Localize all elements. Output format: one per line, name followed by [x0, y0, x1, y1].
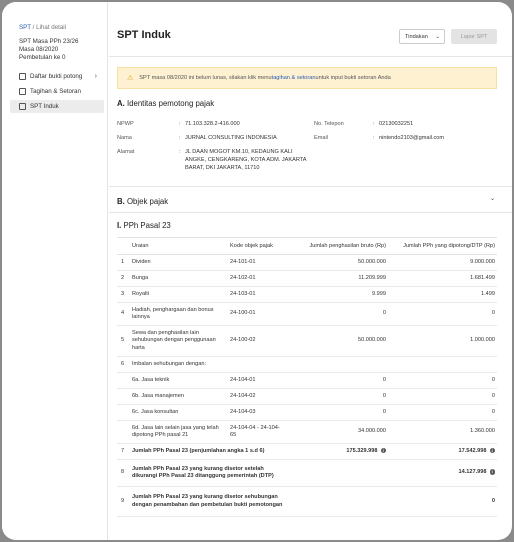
- row-pph: [388, 373, 497, 389]
- row-kode-text: 24-104-02: [230, 392, 256, 399]
- section-i-title: [117, 221, 171, 230]
- row-bruto: [288, 303, 388, 326]
- row-kode: [226, 255, 288, 271]
- row-bruto-text: 50.000.000: [358, 337, 386, 344]
- header-divider: [109, 56, 512, 57]
- section-divider: [109, 186, 512, 187]
- telepon-label: No. Telepon: [314, 121, 344, 127]
- table-row: [117, 303, 497, 326]
- row-kode: [226, 389, 288, 405]
- tindakan-label: Tindakan: [405, 33, 428, 40]
- unpaid-alert: [117, 67, 497, 89]
- table-header-row: [117, 238, 497, 255]
- colon: :: [179, 121, 181, 127]
- row-bruto: [288, 271, 388, 287]
- sidebar: [2, 2, 108, 540]
- row-pph-text: 1.360.000: [470, 428, 495, 435]
- row-uraian-text: Jumlah PPh Pasal 23 yang kurang disetor setelah dikurangi PPh Pasal 23 ditanggung pemerintah (DTP): [132, 465, 274, 479]
- row-bruto: [288, 357, 388, 373]
- row-number-text: 6: [121, 360, 125, 367]
- row-number-text: 8: [121, 469, 125, 476]
- sidebar-item-tagihan-setoran[interactable]: [10, 85, 104, 98]
- section-divider: [109, 212, 512, 213]
- col-bruto: Jumlah penghasilan bruto (Rp): [288, 238, 388, 255]
- row-pph: [388, 357, 497, 373]
- row-pph: [388, 444, 497, 460]
- page-title: SPT Induk: [117, 29, 171, 41]
- row-uraian: [128, 389, 226, 405]
- breadcrumb-separator: /: [32, 24, 35, 31]
- row-bruto-text: 175.329.998: [346, 447, 378, 454]
- row-kode-text: 24-103-01: [230, 290, 256, 297]
- nama-label: Nama: [117, 135, 132, 141]
- row-pph-text: 14.127.998: [458, 469, 487, 476]
- row-uraian-text: Jumlah PPh Pasal 23 (penjumlahan angka 1 s.d 6): [132, 447, 265, 454]
- row-uraian: [128, 460, 288, 487]
- row-pph-text: 1.000.000: [470, 337, 495, 344]
- npwp-value: 71.103.328.2-416.000: [185, 121, 240, 127]
- row-kode: [226, 421, 288, 444]
- pph23-table: [117, 237, 497, 517]
- row-number: [117, 460, 128, 487]
- sidebar-item-label: SPT Induk: [30, 103, 59, 110]
- row-pph: [388, 487, 497, 517]
- row-uraian: [128, 271, 226, 287]
- table-row: [117, 255, 497, 271]
- row-bruto: [288, 405, 388, 421]
- row-number: [117, 373, 128, 389]
- chevron-down-icon[interactable]: ⌄: [490, 196, 496, 202]
- row-bruto-text: 0: [382, 310, 386, 317]
- row-number-text: 4: [121, 310, 125, 317]
- row-kode: [226, 357, 288, 373]
- section-letter: B.: [117, 197, 125, 206]
- col-pph: Jumlah PPh yang dipotong/DTP (Rp): [388, 238, 497, 255]
- sidebar-item-label: Daftar bukti potong: [30, 73, 83, 80]
- row-number: [117, 326, 128, 357]
- row-uraian: [128, 326, 226, 357]
- row-uraian-text: 6d. Jasa lain selain jasa yang telah dipotong PPh pasal 21: [132, 424, 219, 438]
- table-row: [117, 444, 497, 460]
- row-kode: [226, 287, 288, 303]
- table-row: [117, 421, 497, 444]
- row-uraian: [128, 405, 226, 421]
- row-number: [117, 255, 128, 271]
- row-kode-text: 24-100-01: [230, 310, 256, 317]
- document-icon: [19, 73, 26, 80]
- chevron-down-icon: ⌄: [435, 33, 440, 40]
- section-b-header[interactable]: [117, 197, 168, 206]
- row-pph: [388, 287, 497, 303]
- row-number: [117, 357, 128, 373]
- row-bruto-text: 9.999: [372, 290, 386, 297]
- row-pph-text: 0: [491, 310, 495, 317]
- nama-value: JURNAL CONSULTING INDONESIA: [185, 135, 277, 141]
- row-kode: [226, 326, 288, 357]
- row-pph-text: 1.499: [481, 290, 495, 297]
- col-kode: Kode objek pajak: [226, 238, 288, 255]
- form-icon: [19, 103, 26, 110]
- spt-type: SPT Masa PPh 23/26: [19, 38, 79, 45]
- table-row: [117, 373, 497, 389]
- chevron-right-icon: ›: [94, 73, 97, 80]
- section-letter: A.: [117, 99, 125, 108]
- section-name: PPh Pasal 23: [123, 221, 171, 230]
- row-kode: [226, 303, 288, 326]
- row-uraian: [128, 303, 226, 326]
- table-row: [117, 460, 497, 487]
- email-value: nintendo2103@gmail.com: [379, 135, 445, 141]
- table-row: [117, 357, 497, 373]
- table-row: [117, 287, 497, 303]
- row-bruto-text: 50.000.000: [358, 258, 386, 265]
- table-row: [117, 487, 497, 517]
- row-bruto: [288, 389, 388, 405]
- row-kode-text: 24-104-04 - 24-104-65: [230, 424, 280, 438]
- row-bruto-text: 34.000.000: [358, 428, 386, 435]
- info-icon[interactable]: i: [381, 448, 387, 454]
- row-uraian: [128, 287, 226, 303]
- spt-revision: Pembetulan ke 0: [19, 54, 66, 61]
- alamat-value: JL DAAN MOGOT KM.10, KEDAUNG KALI ANGKE, CENGKARENG, KOTA ADM. JAKARTA BARAT, DKI JAKARTA, 11710: [185, 149, 307, 171]
- row-uraian: [128, 373, 226, 389]
- email-label: Email: [314, 135, 328, 141]
- row-uraian-text: Sewa dan penghasilan lain sehubungan dengan penggunaan harta: [132, 329, 216, 351]
- row-uraian-text: Hadiah, penghargaan dan bonus lainnya: [132, 306, 214, 320]
- row-pph-text: 17.542.998: [458, 447, 487, 454]
- row-bruto: [288, 373, 388, 389]
- sidebar-item-label: Tagihan & Setoran: [30, 88, 81, 95]
- row-pph-text: 0: [491, 392, 495, 399]
- lapor-spt-button[interactable]: Lapor SPT: [451, 29, 497, 44]
- row-pph: [388, 271, 497, 287]
- section-name: Objek pajak: [126, 197, 169, 206]
- col-uraian: Uraian: [128, 238, 226, 255]
- tindakan-dropdown[interactable]: [399, 29, 445, 44]
- row-kode-text: 24-102-01: [230, 274, 256, 281]
- tagihan-setoran-link[interactable]: tagihan & setoran: [271, 75, 316, 81]
- row-kode-text: 24-100-02: [230, 337, 256, 344]
- row-uraian-text: Imbalan sehubungan dengan:: [132, 360, 207, 367]
- colon: :: [373, 121, 375, 127]
- section-letter: I.: [117, 221, 122, 230]
- row-uraian-text: 6c. Jasa konsultan: [132, 408, 179, 415]
- row-number-text: 2: [121, 274, 125, 281]
- row-pph: [388, 421, 497, 444]
- row-uraian-text: Bunga: [132, 274, 149, 281]
- row-uraian: [128, 487, 288, 517]
- row-number: [117, 287, 128, 303]
- row-pph: [388, 255, 497, 271]
- row-pph: [388, 405, 497, 421]
- row-bruto: [288, 287, 388, 303]
- row-bruto-text: 0: [382, 392, 386, 399]
- row-pph: [388, 326, 497, 357]
- row-pph-text: 1.681.499: [470, 274, 495, 281]
- row-bruto-text: 0: [382, 408, 386, 415]
- row-kode-text: 24-101-01: [230, 258, 256, 265]
- npwp-label: NPWP: [117, 121, 134, 127]
- row-uraian-text: 6a. Jasa teknik: [132, 376, 170, 383]
- row-number: [117, 444, 128, 460]
- row-bruto: [288, 326, 388, 357]
- row-pph-text: 0: [491, 408, 495, 415]
- table-row: [117, 326, 497, 357]
- row-uraian: [128, 421, 226, 444]
- section-name: Identitas pemotong pajak: [126, 99, 215, 108]
- app-window: [2, 2, 512, 540]
- row-bruto-text: 11.209.999: [358, 274, 386, 281]
- row-number: [117, 405, 128, 421]
- row-kode: [226, 405, 288, 421]
- row-number: [117, 487, 128, 517]
- row-number-text: 3: [121, 290, 125, 297]
- row-bruto: [288, 487, 388, 517]
- row-number-text: 9: [121, 497, 125, 504]
- colon: :: [179, 149, 181, 155]
- main-content: [109, 2, 512, 540]
- row-number: [117, 389, 128, 405]
- row-kode: [226, 271, 288, 287]
- row-uraian-text: 6b. Jasa manajemen: [132, 392, 184, 399]
- row-pph-text: 0: [491, 497, 495, 504]
- sidebar-item-daftar-bukti-potong[interactable]: [10, 70, 104, 83]
- row-kode: [226, 373, 288, 389]
- row-uraian-text: Dividen: [132, 258, 151, 265]
- colon: :: [179, 135, 181, 141]
- row-number-text: 1: [121, 258, 125, 265]
- table-row: [117, 405, 497, 421]
- row-bruto: [288, 460, 388, 487]
- row-number: [117, 271, 128, 287]
- row-uraian: [128, 357, 226, 373]
- row-pph-text: 0: [491, 376, 495, 383]
- row-number: [117, 421, 128, 444]
- table-row: [117, 389, 497, 405]
- info-icon[interactable]: i: [490, 448, 496, 454]
- sidebar-item-spt-induk[interactable]: [10, 100, 104, 113]
- row-bruto-text: 0: [382, 376, 386, 383]
- colon: :: [373, 135, 375, 141]
- warning-icon: ⚠: [127, 75, 134, 82]
- breadcrumb: [19, 24, 66, 31]
- alert-text-end: untuk input bukti setoran Anda: [315, 75, 391, 81]
- alert-text: SPT masa 08/2020 ini belum lunas, silakan klik menu: [139, 75, 272, 81]
- row-number-text: 5: [121, 337, 125, 344]
- breadcrumb-current: Lihat detail: [36, 24, 67, 31]
- row-pph-text: 9.000.000: [470, 258, 495, 265]
- row-bruto: [288, 255, 388, 271]
- row-uraian: [128, 444, 288, 460]
- alamat-label: Alamat: [117, 149, 135, 155]
- bill-icon: [19, 88, 26, 95]
- row-kode-text: 24-104-01: [230, 376, 256, 383]
- spt-period: Masa 08/2020: [19, 46, 59, 53]
- row-number-text: 7: [121, 447, 125, 454]
- row-number: [117, 303, 128, 326]
- table-body: [117, 255, 497, 517]
- row-uraian-text: Jumlah PPh Pasal 23 yang kurang disetor sehubungan dengan penambahan dan pembetulan bukti pemotongan: [132, 494, 283, 508]
- row-uraian-text: Royalti: [132, 290, 150, 297]
- section-a-title: [117, 99, 214, 108]
- row-bruto: [288, 421, 388, 444]
- row-kode-text: 24-104-03: [230, 408, 256, 415]
- telepon-value: 02130032251: [379, 121, 414, 127]
- spt-info: [19, 38, 78, 62]
- breadcrumb-spt-link[interactable]: SPT: [19, 24, 31, 31]
- row-pph: [388, 303, 497, 326]
- row-uraian: [128, 255, 226, 271]
- row-pph: [388, 460, 497, 487]
- table-row: [117, 271, 497, 287]
- row-pph: [388, 389, 497, 405]
- info-icon[interactable]: i: [490, 469, 496, 475]
- row-bruto: [288, 444, 388, 460]
